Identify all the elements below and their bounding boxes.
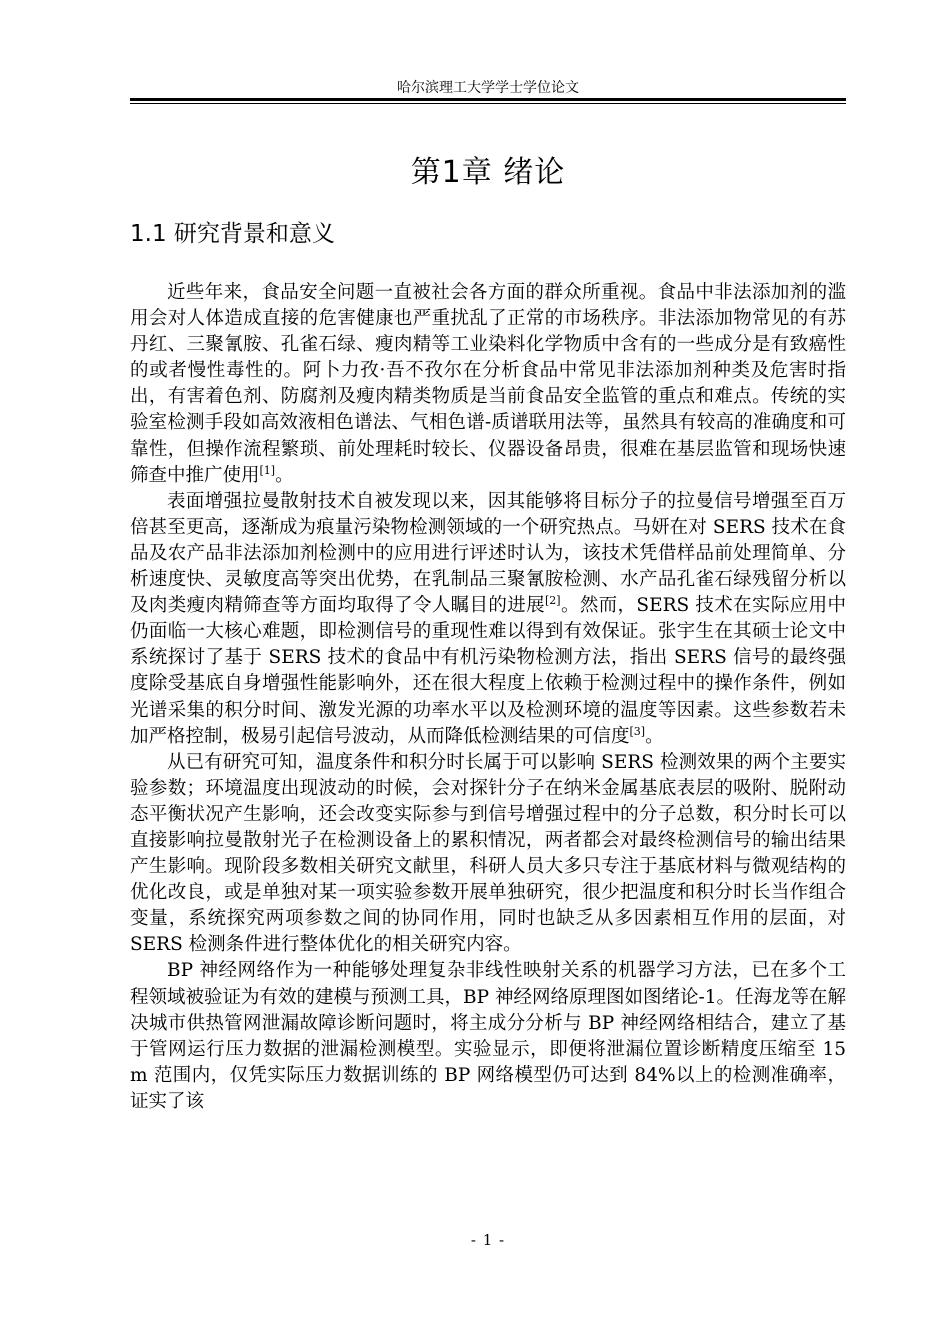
citation-2: [2] xyxy=(545,593,561,607)
citation-3: [3] xyxy=(629,724,646,738)
paragraph-2 xyxy=(130,489,846,750)
header-rule-thick xyxy=(130,98,846,101)
page-number: - 1 - xyxy=(470,1231,506,1249)
paragraph-1-text: 近些年来，食品安全问题一直被社会各方面的群众所重视。食品中非法添加剂的滥用会对人体造成直接的危害健康也严重扰乱了正常的市场秩序。非法添加物常见的有苏丹红、三聚氰胺、孔雀石绿、瘦肉精等工业染料化学物质中含有的一些成分是有致癌性的或者慢性毒性的。阿卜力孜·吾不孜尔在分析食品中常见非法添加剂种类及危害时指出，有害着色剂、防腐剂及瘦肉精类物质是当前食品安全监管的重点和难点。传统的实验室检测手段如高效液相色谱法、气相色谱-质谱联用法等，虽然具有较高的准确度和可靠性，但操作流程繁琐、前处理耗时较长、仪器设备昂贵，很难在基层监管和现场快速筛查中推广使用 xyxy=(130,282,846,486)
paragraph-4-text: BP 神经网络作为一种能够处理复杂非线性映射关系的机器学习方法，已在多个工程领域被验证为有效的建模与预测工具，BP 神经网络原理图如图绪论-1。任海龙等在解决城市供热管网泄漏故障诊断问题时，将主成分分析与 BP 神经网络相结合，建立了基于管网运行压力数据的泄漏检测模型。实验显示，即便将泄漏位置诊断精度压缩至 15 m 范围内，仅凭实际压力数据训练的 BP 网络模型仍可达到 84%以上的检测准确率，证实了该 xyxy=(130,960,846,1112)
section-title: 1.1 研究背景和意义 xyxy=(130,221,335,247)
header-rule-thin xyxy=(130,103,846,104)
running-header: 哈尔滨理工大学学士学位论文 xyxy=(397,80,579,96)
paragraph-2-tail: 。 xyxy=(645,725,664,747)
paragraph-3-text: 从已有研究可知，温度条件和积分时长属于可以影响 SERS 检测效果的两个主要实验参数；环境温度出现波动的时候，会对探针分子在纳米金属基底表层的吸附、脱附动态平衡状况产生影响，还会改变实际参与到信号增强过程中的分子总数，积分时长可以直接影响拉曼散射光子在检测设备上的累积情况，两者都会对最终检测信号的输出结果产生影响。现阶段多数相关研究文献里，科研人员大多只专注于基底材料与微观结构的优化改良，或是单独对某一项实验参数开展单独研究，很少把温度和积分时长当作组合变量，系统探究两项参数之间的协同作用，同时也缺乏从多因素相互作用的层面，对 SERS 检测条件进行整体优化的相关研究内容。 xyxy=(130,751,846,956)
paragraph-2-text: 表面增强拉曼散射技术自被发现以来，因其能够将目标分子的拉曼信号增强至百万倍甚至更高，逐渐成为痕量污染物检测领域的一个研究热点。马妍在对 SERS 技术在食品及农产品非法添加剂检测中的应用进行评述时认为，该技术凭借样品前处理简单、分析速度快、灵敏度高等突出优势，在乳制品三聚氰胺检测、水产品孔雀石绿残留分析以及肉类瘦肉精筛查等方面均取得了令人瞩目的进展 xyxy=(130,490,846,617)
paragraph-2-middle: 。然而，SERS 技术在实际应用中仍面临一大核心难题，即检测信号的重现性难以得到有效保证。张宇生在其硕士论文中系统探讨了基于 SERS 技术的食品中有机污染物检测方法，指出 SERS 信号的最终强度除受基底自身增强性能影响外，还在很大程度上依赖于检测过程中的操作条件，例如光谱采集的积分时间、激发光源的功率水平以及检测环境的温度等因素。这些参数若未加严格控制，极易引起信号波动，从而降低检测结果的可信度 xyxy=(130,595,846,747)
citation-1: [1] xyxy=(259,463,276,477)
chapter-title: 第1章 绪论 xyxy=(410,155,566,190)
paragraph-4 xyxy=(130,958,846,1115)
paragraph-3 xyxy=(130,750,846,959)
paragraph-1-tail: 。 xyxy=(275,464,294,486)
paragraph-1 xyxy=(130,280,846,489)
body-text xyxy=(130,280,846,1115)
